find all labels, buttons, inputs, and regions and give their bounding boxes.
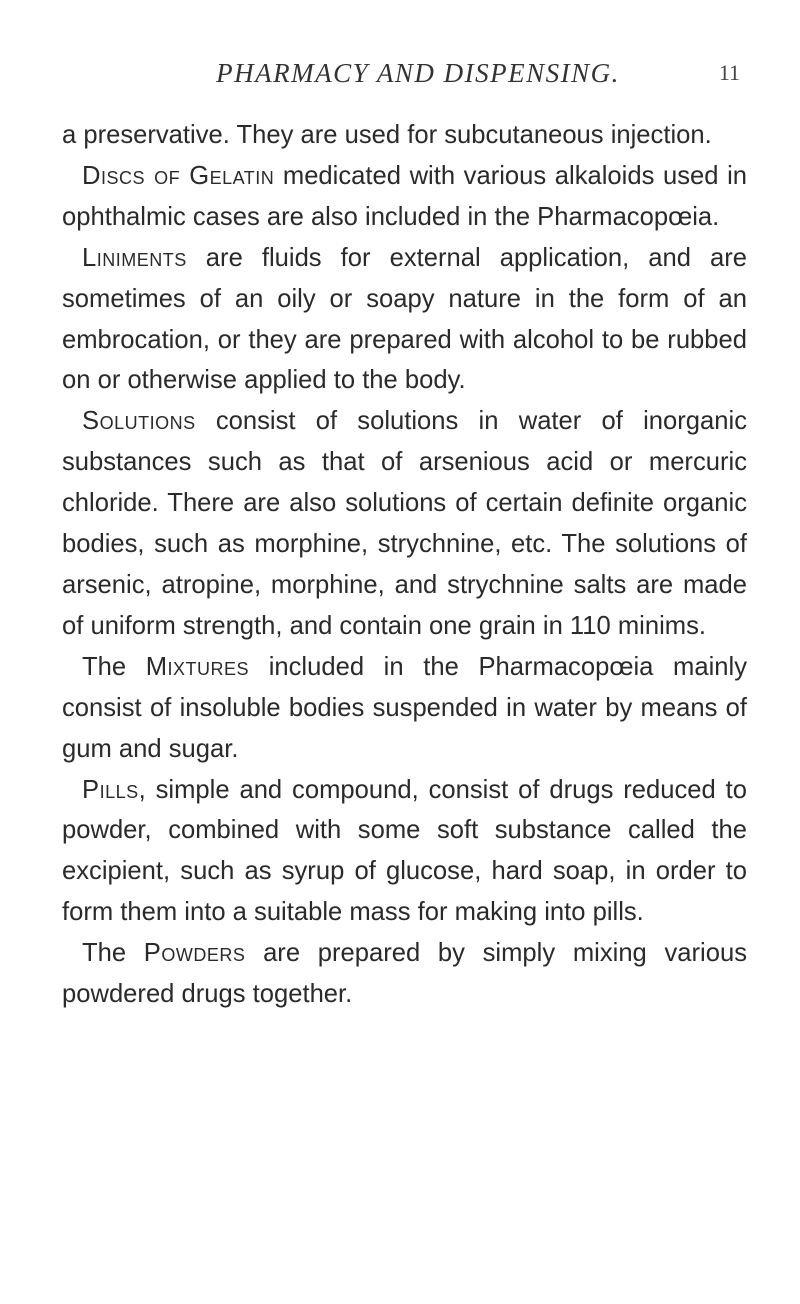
paragraph-mixtures	[62, 647, 747, 770]
entry-heading: Liniments	[82, 243, 187, 272]
page-number: 11	[718, 60, 740, 85]
entry-heading: Powders	[143, 939, 246, 968]
entry-heading: Pills	[82, 775, 139, 804]
running-head	[60, 58, 740, 98]
paragraph-text: , simple and compound, consist of drugs reduced to powder, combined with some soft substance called the excipient, such as syrup of glucose, hard soap, in order to form them into a suitable mass for making into pills.	[62, 775, 747, 927]
body-text	[62, 115, 747, 1015]
running-title: PHARMACY AND DISPENSING.	[216, 58, 620, 88]
entry-heading: Discs of Gelatin	[82, 161, 275, 190]
paragraph-prefix: The	[82, 939, 144, 968]
paragraph-text: included in the Pharmacopœia mainly consist of insoluble bodies suspended in water by means of gum and sugar.	[62, 652, 747, 763]
paragraph-text: are prepared by simply mixing various powdered drugs together.	[62, 939, 747, 1009]
entry-heading: Mixtures	[145, 652, 250, 681]
entry-heading: Solutions	[82, 407, 196, 436]
paragraph-liniments	[62, 238, 747, 402]
paragraph-powders	[62, 933, 747, 1015]
paragraph-pills	[62, 770, 747, 934]
paragraph-preservative	[62, 115, 747, 156]
paragraph-text: consist of solutions in water of inorganic substances such as that of arsenious acid or mercuric chloride. There are also solutions of certain definite organic bodies, such as morphine, strychnine, etc. The solutions of arsenic, atropine, morphine, and strychnine salts are made of uniform strength, and contain one grain in 110 minims.	[62, 407, 747, 640]
paragraph-text: are fluids for external application, and are sometimes of an oily or soapy nature in the form of an embrocation, or they are prepared with alcohol to be rubbed on or otherwise applied to the body.	[62, 243, 747, 395]
paragraph-solutions	[62, 401, 747, 646]
paragraph-text: a preservative. They are used for subcutaneous injection.	[62, 121, 712, 149]
paragraph-discs-of-gelatin	[62, 156, 747, 238]
paragraph-text: medicated with various alkaloids used in ophthalmic cases are also included in the Pharmacopœia.	[62, 161, 747, 231]
paragraph-prefix: The	[82, 652, 146, 681]
